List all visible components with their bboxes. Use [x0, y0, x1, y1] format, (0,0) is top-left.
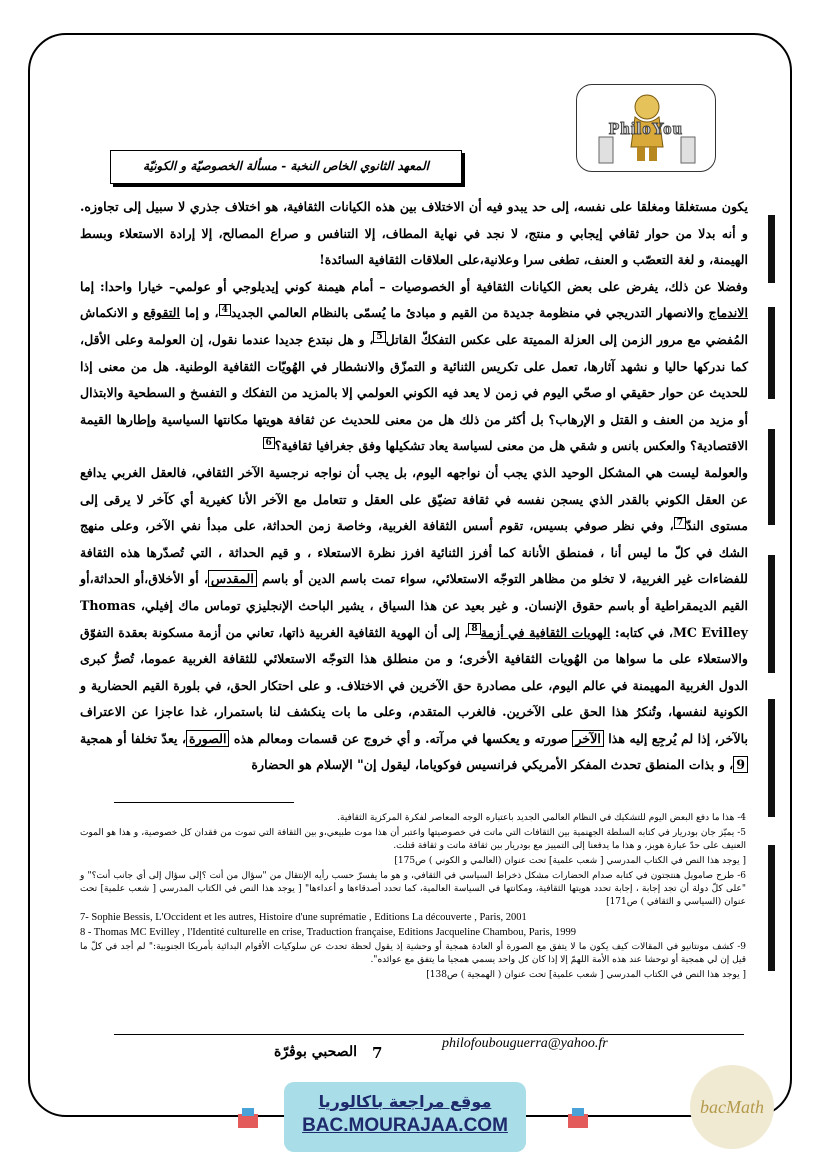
underlined-term: التقوقع — [143, 305, 181, 321]
side-bar-segment — [768, 845, 775, 971]
footnote-ref[interactable]: 9 — [733, 756, 748, 773]
footnote: 6- طرح صامويل هنتجتون في كتابه صدام الحضارات مشكل ذخراط السياسي في الثقافي، و هو ما يفسرّ حسب رأيه الإنتقال من "سؤال من أنت ؟إلى سؤال إلى أي جانب أنت؟" و "على كلّ دولة أن تجد إجابة ، إجابة تحدد هويتها الثقافية، ومكانتها في السياسة العالمية، كما تحدد أصدقاءها و أعداءها" [ يوجد هذا النص في الكتاب المدرسي [ شعب علمية] تحت عنوان (السياسي و الثقافي ) ص171] — [80, 871, 746, 907]
footnote: 5- يميّز جان بودريار في كتابه السلطة الجهنمية بين الثقافات التي ماتت في خصوصيتها واعتبر أن هذا موت طبيعي،و بين الثقافة التي تموت من فقدان كل خصوصية، و هذا هو الموت العنيف على حدّ عبارة هوبز، و هذا ما يدفعنا إلى التمييز مع بودريار بين ثقافة ماتت و ثقافة قتلت. — [80, 828, 746, 851]
underlined-term: الاندماج — [708, 305, 748, 321]
text-run: ، إلى أن الهوية الثقافية الغربية ذاتها، تعاني من أزمة مسكونة بعقدة التفوّق والاستعلاء على ما سواها من الهُويات الثقافية الأخرى؛ و من منطلق هذا التوجّه الاستعلائي للثقافة الغربية عموما، تُصرُّ كبرى الدول الغربية المهيمنة في عالم اليوم، على مصادرة حق الآخرين في الاختلاف. و على احتكار الحق، في بلورة القيم الحضارية و الكونية لنفسها، وتُنكرُ هذا الحق على الآخرين. فالغرب المتقدم، وعلى ما بات ينكشف لنا باستمرار، غدا عاجزا عن الاعتراف بالآخر، إذا لم يُرجِع إليه هذا — [80, 624, 748, 746]
text-run: ، و هل نبتدع جديدا عندما نقول، إن العولمة وعلى الأقل، كما ندركها حاليا و نشهد آثارها، تعمل على تكريس الثنائية و التمزّق والانشطار في الهُويّات الثقافية الوطنية. هل من معنى إذا للحديث عن حوار حقيقي او صحّي اليوم في زمن لا يعد فيه الكوني العولمي إلا بالمزيد من التفكك و التفسخ و السطحية والابتذال أو مزيد من العنف و القتل و الإرهاب؟ بل أكثر من ذلك هل من معنى للحديث عن ثقافة هويتها مكانتها السياسية وإطارها القيمة الاقتصادية؟ والعكس بانس و شقي هل من معنى لسياسة يعاد تشكيلها وفق جغرافيا ثقافية؟ — [80, 331, 748, 454]
text-run: والعولمة ليست هي المشكل الوحيد الذي يجب أن نواجهه اليوم، بل يجب أن نواجه نرجسية الآخر الثقافي، فالعقل الغربي يدافع عن العقل الكوني بالقدر الذي يسجن نفسه في ثقافة تضيّق على العقل و تتعامل مع الآخر الأنا كغيرية أي كآخر لا يرقى إلى مستوى الندّ — [80, 464, 748, 534]
author-email-link[interactable]: philofoubouguerra@yahoo.fr — [442, 1036, 608, 1051]
footnote-ref[interactable]: 8 — [468, 623, 480, 635]
text-run: و الانكماش المُفضي مع مرور الزمن إلى العزلة المميتة على عكس التفككّ القاتل — [80, 305, 748, 347]
text-run: صورته و يعكسها في مرآته. و أي خروج عن قسمات ومعالم هذه — [229, 730, 573, 746]
footnote-ref[interactable]: 6 — [263, 437, 275, 449]
bacmath-watermark: bacMath — [690, 1065, 774, 1149]
footnote: 7- Sophie Bessis, L'Occident et les autres, Histoire d'une suprématie , Editions La découverte , Paris, 2001 — [80, 912, 527, 923]
text-run: ، أو الأخلاق،أو الحداثة،أو القيم الديمقراطية أو باسم حقوق الإنسان. و غير بعيد عن هذا السياق ، يشير الباحث الإنجليزي توماس ماك إفيلي، Thomas MC Evilley، في كتابه: — [80, 571, 748, 640]
footnote-ref[interactable]: 4 — [219, 304, 231, 316]
book-title: الهويات الثقافية في أزمة — [480, 624, 611, 640]
book-logo-icon — [560, 1100, 596, 1136]
banner-url-link[interactable]: BAC.MOURAJAA.COM — [302, 1115, 508, 1136]
text-run: ، و إما — [180, 305, 219, 321]
footer-divider — [114, 1034, 744, 1035]
text-run: والانصهار التدريجي في منظومة جديدة من القيم و مبادئ ما يُسمّى بالنظام العالمي الجديد — [230, 305, 709, 321]
text-run: يكون مستغلقا ومغلقا على نفسه، إلى حد يبدو فيه أن الاختلاف بين هذه الكيانات الثقافية، هو اختلاف جذري لا سبيل إلى تجاوزه. و أنه بدلا من حوار ثقافي إيجابي و منتج، لا نجد في نهاية المطاف، إلا التنافس و صراع المصالح، إلا إرادة الاستعلاء وبسط الهيمنة، و لغة التعصّب و العنف، تطغى سرا وعلانية،على العلاقات الثقافية السائدة! — [80, 199, 748, 268]
text-run: ، يعدّ تخلفا أو همجية — [80, 730, 187, 746]
side-bar-segment — [768, 699, 775, 817]
main-text — [80, 194, 748, 779]
footnote: 9- كشف مونتانيو في المقالات كيف يكون ما لا يتفق مع الصورة أو العادة همجية أو وحشية إذ يقول لحظة تحدث عن سلوكيات الأقوام البدائية بأمريكا الجنوبية:" لم أجد في كلّ ما قيل إن لي همجية أو توحشا عند هذه الأمة اللهمّ إلا إذا كان كل واحد يسمي همجيا ما يتفق مع عوائده". — [80, 942, 746, 965]
philoyou-logo — [576, 84, 716, 172]
footnote: 8 - Thomas MC Evilley , l'Identité culturelle en crise, Traduction française, Editions Jacqueline Chambou, Paris, 1999 — [80, 927, 576, 938]
side-bar-segment — [768, 429, 775, 525]
text-run: ، و بذات المنطق تحدث المفكر الأمريكي فرانسيس فوكوياما، ليقول إن" الإسلام هو الحضارة — [251, 757, 734, 773]
paragraph-3 — [80, 460, 748, 779]
boxed-term: الآخر — [572, 730, 603, 747]
footnote: [ يوجد هذا النص في الكتاب المدرسي [ شعب علمية] تحت عنوان ( الهمجية ) ص138] — [426, 970, 746, 980]
side-bar-segment — [768, 215, 775, 283]
side-bar-segment — [768, 555, 775, 673]
boxed-term: المقدس — [208, 570, 257, 587]
footnote-separator — [114, 802, 294, 803]
paragraph-1 — [80, 194, 748, 274]
banner-arabic-title[interactable]: موقع مراجعة باكالوريا — [318, 1092, 492, 1111]
footnote-ref[interactable]: 5 — [373, 331, 385, 343]
site-banner[interactable] — [284, 1082, 526, 1152]
text-run: ، وفي نظر صوفي بسيس، تقوم أسس الثقافة الغربية، وخاصة زمن الحداثة، على مبدأ نفي الآخر، وعلى منهج الشك في كلّ ما ليس أنا ، فمنطق الأنانة كما أفرز الثنائية افرز نظرة الاستعلاء ، و قيم الحداثة ، التي تُصدّرها هذه الثقافة للفضاءات غير الغربية، لا تخلو من مظاهر التوجّه الاستعلائي، سواء تمت باسم الدين أو باسم — [80, 518, 748, 587]
book-logo-icon — [230, 1100, 266, 1136]
text-run: وفضلا عن ذلك، يفرض على بعض الكيانات الثقافية أو الخصوصيات – أمام هيمنة كوني إيديلوجي أو عولمي– خيارا واحدا: إما — [80, 278, 748, 294]
paragraph-2 — [80, 274, 748, 460]
logo-wordmark: PhiloYou — [608, 119, 684, 138]
footer-author: الصحبي بوڤرّة — [274, 1044, 357, 1060]
page-header-title: المعهد الثانوي الخاص النخبة - مسألة الخصوصيّة و الكونيّة — [110, 150, 462, 184]
page-number: 7 — [372, 1044, 383, 1062]
footnotes — [80, 812, 746, 984]
boxed-term: الصورة — [186, 730, 229, 747]
footnote: 4- هذا ما دفع البعض اليوم للتشكيك في النظام العالمي الجديد باعتباره الوجه المعاصر لفكرة المركزية الثقافية. — [337, 813, 746, 823]
footnote-ref[interactable]: 7 — [674, 517, 686, 529]
footnote: [ يوجد هذا النص في الكتاب المدرسي [ شعب علمية] تحت عنوان (العالمي و الكوني ) ص175] — [394, 856, 746, 866]
side-bar-segment — [768, 307, 775, 399]
